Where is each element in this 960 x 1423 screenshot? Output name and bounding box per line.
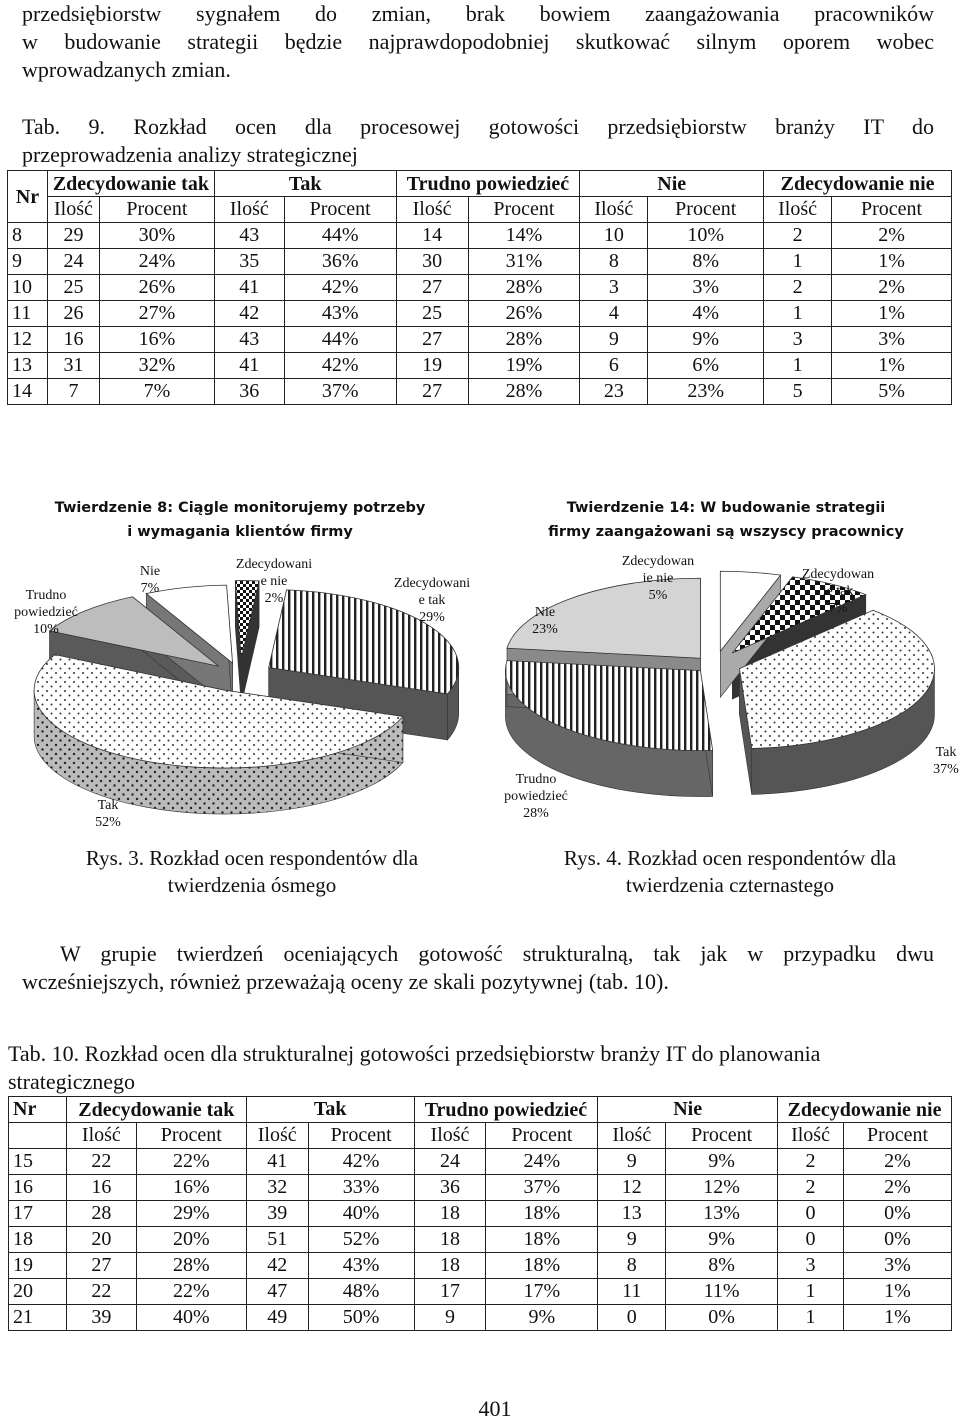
table9-cell: 23%	[648, 379, 764, 405]
table9-cell: 37%	[284, 379, 396, 405]
table10-cell: 9%	[666, 1227, 778, 1253]
table10-cell: 0	[778, 1227, 844, 1253]
table10-cell: 9	[598, 1149, 666, 1175]
table9-cell: 26%	[99, 275, 214, 301]
table10-cell: 17%	[486, 1279, 598, 1305]
table10-cell: 9%	[666, 1149, 778, 1175]
table10-cell: 41	[246, 1149, 308, 1175]
chart2-title-line-2: firmy zaangażowani są wszyscy pracownicy	[548, 524, 904, 540]
table10-cell: 2	[778, 1175, 844, 1201]
table10-cell: 8%	[666, 1253, 778, 1279]
table9-cell: 24	[47, 249, 99, 275]
table10-cell: 18%	[486, 1227, 598, 1253]
chart2-label-trudno-powiedziec: Trudno powiedzieć 28%	[504, 772, 568, 821]
table10-cell: 11	[598, 1279, 666, 1305]
table10-cell: 18	[414, 1227, 486, 1253]
table9-cell: 7	[47, 379, 99, 405]
table9-cell: 16	[47, 327, 99, 353]
table9-row-nr: 8	[8, 223, 48, 249]
table9-cell: 44%	[284, 223, 396, 249]
chart1-label-trudno-powiedziec: Trudno powiedzieć 10%	[14, 588, 78, 637]
table9-cell: 6%	[648, 353, 764, 379]
table9-sub-header: Procent	[284, 197, 396, 223]
table10-cell: 29%	[136, 1201, 246, 1227]
table9-cell: 1%	[832, 249, 952, 275]
table9-cell: 41	[214, 353, 284, 379]
table9-row	[8, 379, 952, 405]
table9-row	[8, 223, 952, 249]
table10-cell: 0	[778, 1201, 844, 1227]
table10-group-header: Tak	[246, 1097, 414, 1123]
table9-sub-header: Procent	[832, 197, 952, 223]
table9-sub-header: Ilość	[47, 197, 99, 223]
table9-cell: 41	[214, 275, 284, 301]
table9-row-nr: 10	[8, 275, 48, 301]
table9-cell: 5%	[832, 379, 952, 405]
table10-row-nr: 21	[9, 1305, 67, 1331]
table10-sub-header: Ilość	[414, 1123, 486, 1149]
table9-caption-line-1: Tab. 9. Rozkład ocen dla procesowej gotowości przedsiębiorstw branży IT do	[22, 114, 934, 139]
page-number: 401	[478, 1396, 512, 1421]
table10-sub-header: Ilość	[246, 1123, 308, 1149]
table10-cell: 47	[246, 1279, 308, 1305]
table10-cell: 0%	[844, 1201, 952, 1227]
chart1-label-tak: Tak 52%	[95, 798, 121, 830]
table9-row-nr: 9	[8, 249, 48, 275]
table10-cell: 2%	[844, 1149, 952, 1175]
table10-cell: 9	[414, 1305, 486, 1331]
table10-cell: 0	[598, 1305, 666, 1331]
table10-cell: 20%	[136, 1227, 246, 1253]
table10-cell: 16	[66, 1175, 136, 1201]
table9-cell: 2	[764, 275, 832, 301]
table10-row	[9, 1227, 952, 1253]
table10-cell: 22	[66, 1149, 136, 1175]
table9-sub-header: Procent	[99, 197, 214, 223]
table9-body	[8, 223, 952, 405]
table10-cell: 36	[414, 1175, 486, 1201]
table9-cell: 27	[396, 327, 468, 353]
table9-row	[8, 275, 952, 301]
chart1-label-zdecydowanie-tak: Zdecydowani e tak 29%	[393, 576, 471, 625]
table10-cell: 11%	[666, 1279, 778, 1305]
table10-cell: 0%	[844, 1227, 952, 1253]
table9-cell: 14%	[468, 223, 580, 249]
table10-row-nr: 20	[9, 1279, 67, 1305]
table9-cell: 19	[396, 353, 468, 379]
table9-cell: 5	[764, 379, 832, 405]
chart2-label-zdecydowanie-tak: Zdecydowan ie tak 7%	[801, 567, 875, 616]
table10-row	[9, 1201, 952, 1227]
table9-cell: 25	[47, 275, 99, 301]
table10-cell: 40%	[308, 1201, 414, 1227]
table9-cell: 42%	[284, 353, 396, 379]
table10-cell: 22	[66, 1279, 136, 1305]
table10-cell: 18%	[486, 1253, 598, 1279]
chart1-label-nie: Nie 7%	[139, 564, 161, 596]
table10-nr-header: Nr	[9, 1097, 67, 1123]
table10-cell: 37%	[486, 1175, 598, 1201]
table9-cell: 44%	[284, 327, 396, 353]
table10-row-nr: 17	[9, 1201, 67, 1227]
table9-cell: 4	[580, 301, 648, 327]
table9-cell: 32%	[99, 353, 214, 379]
table10-cell: 9	[598, 1227, 666, 1253]
table10-cell: 42%	[308, 1149, 414, 1175]
chart1-title-line-2: i wymagania klientów firmy	[127, 524, 353, 540]
table10-cell: 20	[66, 1227, 136, 1253]
table10-cell: 22%	[136, 1279, 246, 1305]
table9-cell: 29	[47, 223, 99, 249]
table10-cell: 1%	[844, 1305, 952, 1331]
table9-cell: 24%	[99, 249, 214, 275]
chart2-label-tak: Tak 37%	[933, 745, 959, 777]
table9-cell: 36%	[284, 249, 396, 275]
table10-cell: 24	[414, 1149, 486, 1175]
paragraph-line-2: wcześniejszych, również przeważają oceny ze skali pozytywnej (tab. 10).	[22, 969, 669, 994]
table9-cell: 42	[214, 301, 284, 327]
table9-caption-line-2: przeprowadzenia analizy strategicznej	[22, 142, 358, 167]
table9-cell: 16%	[99, 327, 214, 353]
table10-row	[9, 1149, 952, 1175]
table9-cell: 1	[764, 353, 832, 379]
table10-row	[9, 1253, 952, 1279]
table10-cell: 9%	[486, 1305, 598, 1331]
table10-sub-header: Procent	[666, 1123, 778, 1149]
table10-cell: 3	[778, 1253, 844, 1279]
table10-cell: 2%	[844, 1175, 952, 1201]
table10-cell: 39	[66, 1305, 136, 1331]
table10-cell: 32	[246, 1175, 308, 1201]
table10-body	[9, 1149, 952, 1331]
table9-sub-header: Ilość	[764, 197, 832, 223]
figure4-caption: Rys. 4. Rozkład ocen respondentów dla twierdzenia czternastego	[563, 846, 897, 897]
table10-cell: 18	[414, 1201, 486, 1227]
table10-cell: 8	[598, 1253, 666, 1279]
table10-cell: 18%	[486, 1201, 598, 1227]
table10-cell: 48%	[308, 1279, 414, 1305]
table10-cell: 0%	[666, 1305, 778, 1331]
table10-cell: 50%	[308, 1305, 414, 1331]
table10-cell: 27	[66, 1253, 136, 1279]
table9-cell: 19%	[468, 353, 580, 379]
table9-cell: 27	[396, 379, 468, 405]
table10	[8, 1096, 952, 1331]
table9-group-header: Zdecydowanie nie	[764, 171, 952, 197]
table10-row	[9, 1279, 952, 1305]
table10-row-nr: 15	[9, 1149, 67, 1175]
table9-group-header: Zdecydowanie tak	[47, 171, 214, 197]
table9-group-header: Nie	[580, 171, 764, 197]
table9-cell: 3%	[648, 275, 764, 301]
table9-cell: 10	[580, 223, 648, 249]
table10-sub-header: Procent	[844, 1123, 952, 1149]
chart2-title-line-1: Twierdzenie 14: W budowanie strategii	[566, 500, 886, 516]
table9-row	[8, 327, 952, 353]
table10-sub-header: Procent	[486, 1123, 598, 1149]
table9-cell: 23	[580, 379, 648, 405]
table9-cell: 7%	[99, 379, 214, 405]
intro-line-1: przedsiębiorstw sygnałem do zmian, brak bowiem zaangażowania pracowników	[22, 1, 934, 26]
table10-row-nr: 19	[9, 1253, 67, 1279]
table10-group-header: Nie	[598, 1097, 778, 1123]
table10-cell: 1%	[844, 1279, 952, 1305]
table10-cell: 13	[598, 1201, 666, 1227]
table9-cell: 3	[764, 327, 832, 353]
figure3-caption: Rys. 3. Rozkład ocen respondentów dla twierdzenia ósmego	[85, 846, 419, 897]
table10-cell: 12%	[666, 1175, 778, 1201]
table9-cell: 43	[214, 223, 284, 249]
table9-cell: 30	[396, 249, 468, 275]
table9-cell: 10%	[648, 223, 764, 249]
intro-line-2: w budowanie strategii będzie najprawdopodobniej skutkować silnym oporem wobec	[22, 29, 934, 54]
table10-cell: 18	[414, 1253, 486, 1279]
table9-cell: 25	[396, 301, 468, 327]
table9-cell: 35	[214, 249, 284, 275]
table10-sub-header: Ilość	[66, 1123, 136, 1149]
table9-cell: 9%	[648, 327, 764, 353]
table9-cell: 43%	[284, 301, 396, 327]
table10-cell: 43%	[308, 1253, 414, 1279]
table9-cell: 26	[47, 301, 99, 327]
table9-cell: 6	[580, 353, 648, 379]
table10-cell: 33%	[308, 1175, 414, 1201]
table9-cell: 42%	[284, 275, 396, 301]
table9-cell: 28%	[468, 327, 580, 353]
intro-line-3: wprowadzanych zmian.	[22, 57, 231, 82]
table10-sub-header: Ilość	[778, 1123, 844, 1149]
table10-cell: 28	[66, 1201, 136, 1227]
chart2-label-nie: Nie 23%	[532, 605, 558, 637]
table9-cell: 1%	[832, 353, 952, 379]
table9-sub-header: Ilość	[580, 197, 648, 223]
table9-cell: 27	[396, 275, 468, 301]
table10-row-nr: 18	[9, 1227, 67, 1253]
table9-cell: 1%	[832, 301, 952, 327]
table9-row	[8, 301, 952, 327]
table9-cell: 3	[580, 275, 648, 301]
table10-cell: 40%	[136, 1305, 246, 1331]
table9-cell: 28%	[468, 275, 580, 301]
table10-cell: 13%	[666, 1201, 778, 1227]
table9-row	[8, 353, 952, 379]
table9-cell: 9	[580, 327, 648, 353]
paragraph-line-1: W grupie twierdzeń oceniających gotowość strukturalną, tak jak w przypadku dwu	[60, 941, 934, 966]
table9-cell: 2%	[832, 275, 952, 301]
table9-cell: 43	[214, 327, 284, 353]
table10-cell: 49	[246, 1305, 308, 1331]
table10-group-header: Zdecydowanie nie	[778, 1097, 952, 1123]
table9-row-nr: 14	[8, 379, 48, 405]
table9-cell: 28%	[468, 379, 580, 405]
table10-cell: 1	[778, 1305, 844, 1331]
chart1-label-zdecydowanie-nie: Zdecydowani e nie 2%	[235, 557, 313, 606]
table10-cell: 42	[246, 1253, 308, 1279]
table10-sub-header: Ilość	[598, 1123, 666, 1149]
table9-cell: 31%	[468, 249, 580, 275]
chart1-title-line-1: Twierdzenie 8: Ciągle monitorujemy potrzeby	[54, 500, 426, 516]
table9-cell: 2%	[832, 223, 952, 249]
table9-sub-header: Procent	[648, 197, 764, 223]
table10-cell: 52%	[308, 1227, 414, 1253]
chart2-label-zdecydowanie-nie: Zdecydowan ie nie 5%	[621, 554, 695, 603]
table9-row	[8, 249, 952, 275]
table9-sub-header: Procent	[468, 197, 580, 223]
table10-cell: 1	[778, 1279, 844, 1305]
table9-nr-header: Nr	[8, 171, 48, 223]
table10-cell: 2	[778, 1149, 844, 1175]
table10-sub-header	[9, 1123, 67, 1149]
table9-cell: 31	[47, 353, 99, 379]
table9-sub-header: Ilość	[214, 197, 284, 223]
table9-cell: 1	[764, 249, 832, 275]
table10-sub-header: Procent	[136, 1123, 246, 1149]
table10-cell: 17	[414, 1279, 486, 1305]
table10-cell: 39	[246, 1201, 308, 1227]
table9-cell: 30%	[99, 223, 214, 249]
table10-caption-line-2: strategicznego	[8, 1069, 136, 1094]
table10-row	[9, 1305, 952, 1331]
table10-cell: 3%	[844, 1253, 952, 1279]
table9-sub-header: Ilość	[396, 197, 468, 223]
table9-cell: 1	[764, 301, 832, 327]
table10-cell: 24%	[486, 1149, 598, 1175]
table9-cell: 3%	[832, 327, 952, 353]
table10-group-header: Trudno powiedzieć	[414, 1097, 598, 1123]
table9-cell: 26%	[468, 301, 580, 327]
table9-row-nr: 12	[8, 327, 48, 353]
table9-cell: 8%	[648, 249, 764, 275]
table9-cell: 2	[764, 223, 832, 249]
table10-cell: 22%	[136, 1149, 246, 1175]
table9-cell: 4%	[648, 301, 764, 327]
table10-row	[9, 1175, 952, 1201]
table9-row-nr: 11	[8, 301, 48, 327]
table9-group-header: Trudno powiedzieć	[396, 171, 580, 197]
table9-cell: 8	[580, 249, 648, 275]
table9-group-header: Tak	[214, 171, 396, 197]
table9-cell: 27%	[99, 301, 214, 327]
table9	[7, 170, 952, 405]
table10-row-nr: 16	[9, 1175, 67, 1201]
table10-cell: 16%	[136, 1175, 246, 1201]
table10-group-header: Zdecydowanie tak	[66, 1097, 246, 1123]
table10-cell: 28%	[136, 1253, 246, 1279]
table9-row-nr: 13	[8, 353, 48, 379]
table10-sub-header: Procent	[308, 1123, 414, 1149]
table9-cell: 14	[396, 223, 468, 249]
table10-caption-line-1: Tab. 10. Rozkład ocen dla strukturalnej gotowości przedsiębiorstw branży IT do planowania	[8, 1041, 821, 1066]
table10-cell: 12	[598, 1175, 666, 1201]
table9-cell: 36	[214, 379, 284, 405]
table10-cell: 51	[246, 1227, 308, 1253]
